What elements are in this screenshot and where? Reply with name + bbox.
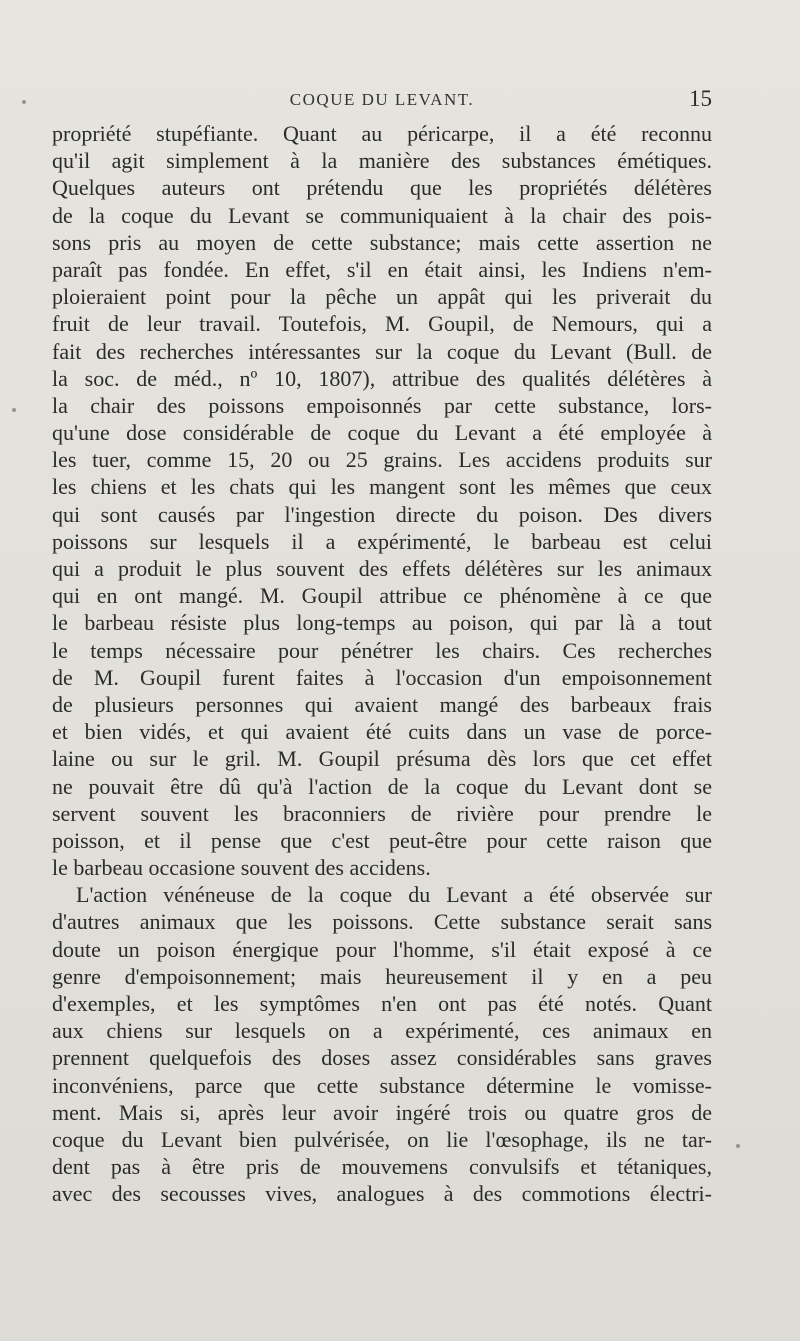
text-line: coque du Levant bien pulvérisée, on lie l'œsophage, ils ne tar- [52, 1126, 712, 1152]
text-line: L'action vénéneuse de la coque du Levant a été observée sur [76, 882, 712, 908]
text-line: les tuer, comme 15, 20 ou 25 grains. Les accidens produits sur [52, 447, 712, 473]
text-line: prennent quelquefois des doses assez considérables sans graves [52, 1045, 712, 1071]
text-line: fait des recherches intéressantes sur la coque du Levant (Bull. de [52, 338, 712, 364]
running-title: COQUE DU LEVANT. [289, 90, 475, 109]
text-line: ment. Mais si, après leur avoir ingéré trois ou quatre gros de [52, 1099, 712, 1125]
text-line: le barbeau résiste plus long-temps au poison, qui par là a tout [52, 610, 712, 636]
page-header [52, 86, 712, 118]
text-line: sons pris au moyen de cette substance; mais cette assertion ne [52, 229, 712, 255]
body-text [52, 120, 712, 1208]
text-line: les chiens et les chats qui les mangent sont les mêmes que ceux [52, 474, 712, 500]
text-line: le barbeau occasione souvent des accidens. [52, 855, 431, 881]
text-line: ne pouvait être dû qu'à l'action de la coque du Levant dont se [52, 773, 712, 799]
text-line: d'autres animaux que les poissons. Cette substance serait sans [52, 909, 712, 935]
text-line: qu'il agit simplement à la manière des substances émétiques. [52, 148, 712, 174]
text-line: le temps nécessaire pour pénétrer les chairs. Ces recherches [52, 637, 712, 663]
text-line: doute un poison énergique pour l'homme, s'il était exposé à ce [52, 936, 712, 962]
text-line: propriété stupéfiante. Quant au péricarpe, il a été reconnu [52, 121, 712, 146]
paper-speck [12, 408, 16, 412]
text-line: poisson, et il pense que c'est peut-être pour cette raison que [52, 827, 712, 853]
text-line: aux chiens sur lesquels on a expérimenté, ces animaux en [52, 1018, 712, 1044]
text-line: de M. Goupil furent faites à l'occasion d'un empoisonnement [52, 664, 712, 690]
text-line: dent pas à être pris de mouvemens convulsifs et tétaniques, [52, 1154, 712, 1180]
text-line: avec des secousses vives, analogues à des commotions électri- [52, 1181, 712, 1207]
text-line: Quelques auteurs ont prétendu que les propriétés délétères [52, 175, 712, 201]
paragraph [52, 881, 712, 1207]
text-line: inconvéniens, parce que cette substance détermine le vomisse- [52, 1072, 712, 1098]
text-line: de plusieurs personnes qui avaient mangé des barbeaux frais [52, 691, 712, 717]
text-line: qui a produit le plus souvent des effets délétères sur les animaux [52, 556, 712, 581]
text-line: servent souvent les braconniers de rivière pour prendre le [52, 800, 712, 826]
text-line: la soc. de méd., nº 10, 1807), attribue des qualités délétères à [52, 365, 712, 391]
text-line: de la coque du Levant se communiquaient à la chair des pois- [52, 202, 712, 228]
text-line: qui sont causés par l'ingestion directe du poison. Des divers [52, 501, 712, 527]
text-line: qu'une dose considérable de coque du Levant a été employée à [52, 420, 712, 446]
text-line: fruit de leur travail. Toutefois, M. Goupil, de Nemours, qui a [52, 311, 712, 337]
text-line: d'exemples, et les symptômes n'en ont pas été notés. Quant [52, 991, 712, 1016]
paper-speck [22, 100, 26, 104]
paper-speck [736, 1144, 740, 1148]
text-line: ploieraient point pour la pêche un appât qui les priverait du [52, 284, 712, 310]
paragraph [52, 120, 712, 881]
text-line: laine ou sur le gril. M. Goupil présuma dès lors que cet effet [52, 746, 712, 772]
text-line: et bien vidés, et qui avaient été cuits dans un vase de porce- [52, 719, 712, 745]
text-line: la chair des poissons empoisonnés par cette substance, lors- [52, 392, 712, 418]
text-line: paraît pas fondée. En effet, s'il en était ainsi, les Indiens n'em- [52, 256, 712, 282]
text-line: qui en ont mangé. M. Goupil attribue ce phénomène à ce que [52, 583, 712, 609]
text-line: poissons sur lesquels il a expérimenté, le barbeau est celui [52, 528, 712, 554]
page-number: 15 [689, 86, 712, 111]
text-line: genre d'empoisonnement; mais heureusement il y en a peu [52, 963, 712, 989]
